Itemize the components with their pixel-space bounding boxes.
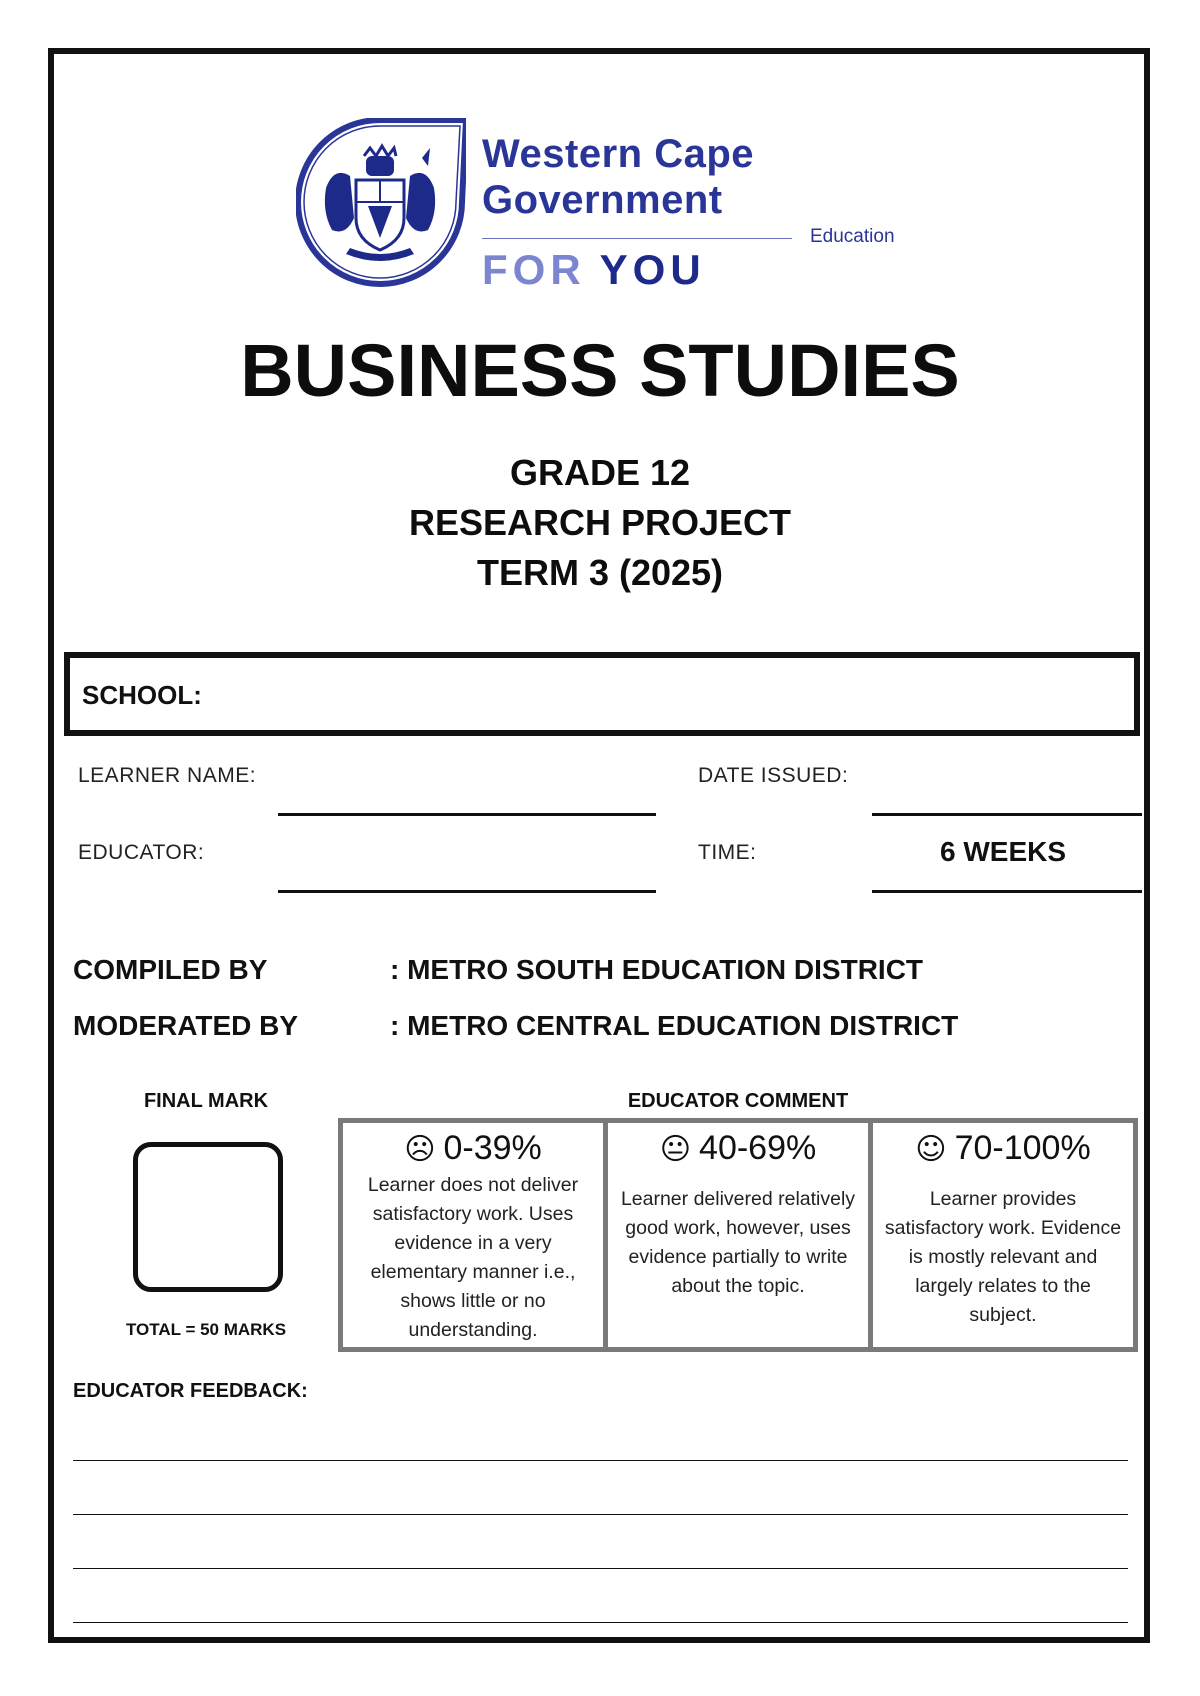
comment-band-high[interactable] xyxy=(873,1123,1133,1347)
compiled-by-label: COMPILED BY xyxy=(73,954,268,985)
smile-face-icon: ☺ xyxy=(915,1132,947,1167)
term-heading: TERM 3 (2025) xyxy=(476,552,724,593)
logo-tagline-you: YOU xyxy=(599,246,706,293)
band-heading xyxy=(349,1127,597,1171)
project-heading: RESEARCH PROJECT xyxy=(408,502,792,543)
moderated-by-value: : METRO CENTRAL EDUCATION DISTRICT xyxy=(390,1010,959,1041)
band-description: Learner does not deliver satisfactory work. Uses evidence in a very elementary manner i.e., shows little or no understanding. xyxy=(367,1174,579,1341)
learner-name-label: LEARNER NAME: xyxy=(78,764,257,787)
band-range: 40-69% xyxy=(699,1129,817,1167)
band-description: Learner delivered relatively good work, however, uses evidence partially to write about the topic. xyxy=(620,1188,856,1297)
compiled-by-value: : METRO SOUTH EDUCATION DISTRICT xyxy=(390,954,924,985)
band-description: Learner provides satisfactory work. Evidence is mostly relevant and largely relates to the subject. xyxy=(884,1188,1122,1326)
sad-face-icon: ☹ xyxy=(404,1132,436,1167)
final-mark-total: TOTAL = 50 MARKS xyxy=(125,1320,287,1339)
band-heading xyxy=(879,1127,1127,1171)
logo-department: Education xyxy=(810,226,895,247)
band-range: 70-100% xyxy=(954,1129,1091,1167)
comment-band-mid[interactable] xyxy=(608,1123,873,1347)
feedback-line[interactable] xyxy=(73,1622,1128,1623)
final-mark-box[interactable] xyxy=(133,1142,283,1292)
feedback-line[interactable] xyxy=(73,1568,1128,1569)
logo-divider xyxy=(482,238,792,239)
logo-tagline-for: FOR xyxy=(482,246,586,293)
feedback-line[interactable] xyxy=(73,1514,1128,1515)
school-field[interactable] xyxy=(64,652,1140,736)
neutral-face-icon: 😐 xyxy=(659,1132,692,1167)
time-line xyxy=(872,890,1142,893)
time-label: TIME: xyxy=(698,841,757,864)
logo-line-2: Government xyxy=(482,178,723,222)
comment-band-low[interactable] xyxy=(343,1123,608,1347)
educator-label: EDUCATOR: xyxy=(78,841,205,864)
feedback-line[interactable] xyxy=(73,1460,1128,1461)
learner-name-line[interactable] xyxy=(278,813,656,816)
moderated-by-label: MODERATED BY xyxy=(73,1010,299,1041)
educator-comment-table xyxy=(338,1118,1138,1352)
page-title: BUSINESS STUDIES xyxy=(240,329,960,412)
coat-of-arms-icon xyxy=(296,118,466,288)
logo-line-1: Western Cape xyxy=(482,132,755,176)
wcg-logo xyxy=(296,118,936,298)
band-range: 0-39% xyxy=(443,1129,542,1167)
educator-comment-title: EDUCATOR COMMENT xyxy=(627,1090,849,1112)
school-label: SCHOOL: xyxy=(82,680,202,710)
grade-heading: GRADE 12 xyxy=(509,452,691,493)
band-heading xyxy=(614,1127,862,1171)
logo-tagline xyxy=(482,246,706,294)
date-issued-line[interactable] xyxy=(872,813,1142,816)
time-value: 6 WEEKS xyxy=(939,836,1067,867)
educator-feedback-label: EDUCATOR FEEDBACK: xyxy=(73,1380,308,1402)
final-mark-title: FINAL MARK xyxy=(143,1090,269,1112)
educator-line[interactable] xyxy=(278,890,656,893)
date-issued-label: DATE ISSUED: xyxy=(698,764,849,787)
